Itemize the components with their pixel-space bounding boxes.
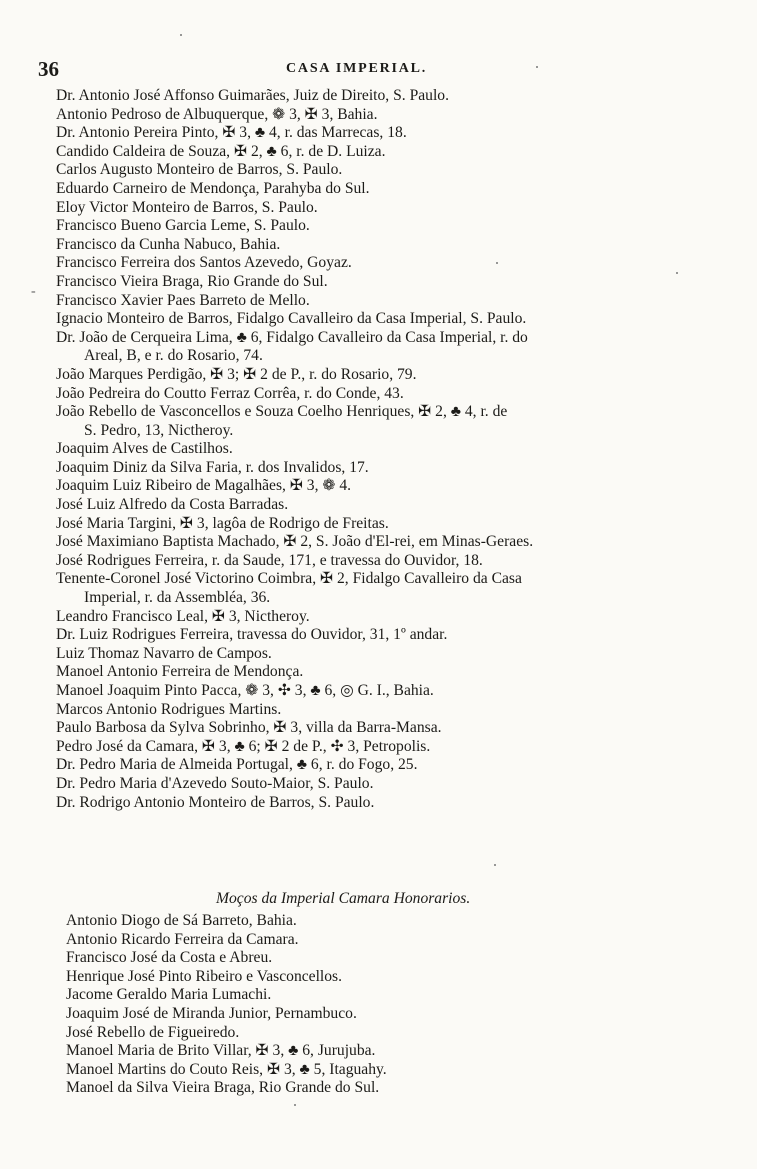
list-item: Dr. Pedro Maria d'Azevedo Souto-Maior, S. Paulo. — [56, 774, 374, 792]
page-number: 36 — [38, 57, 59, 81]
list-item: Antonio Ricardo Ferreira da Camara. — [66, 930, 299, 948]
list-item: José Maximiano Baptista Machado, ✠ 2, S. João d'El-rei, em Minas-Geraes. — [56, 533, 534, 551]
list-item: Antonio Pedroso de Albuquerque, ❁ 3, ✠ 3, Bahia. — [56, 105, 378, 123]
list-item: S. Pedro, 13, Nictheroy. — [84, 421, 234, 439]
margin-mark: - — [31, 284, 36, 299]
list-item: Paulo Barbosa da Sylva Sobrinho, ✠ 3, villa da Barra-Mansa. — [56, 719, 442, 737]
list-item: Manoel Antonio Ferreira de Mendonça. — [56, 663, 304, 681]
list-item: Dr. Antonio Pereira Pinto, ✠ 3, ♣ 4, r. das Marrecas, 18. — [56, 124, 407, 142]
list-item: Candido Caldeira de Souza, ✠ 2, ♣ 6, r. de D. Luiza. — [56, 142, 386, 160]
list-item: Manoel da Silva Vieira Braga, Rio Grande do Sul. — [66, 1079, 380, 1097]
list-item: Tenente-Coronel José Victorino Coimbra, ✠ 2, Fidalgo Cavalleiro da Casa — [56, 570, 522, 588]
paper-speck — [180, 34, 182, 36]
list-item: José Rodrigues Ferreira, r. da Saude, 171, e travessa do Ouvidor, 18. — [56, 551, 483, 569]
paper-speck — [494, 864, 496, 866]
list-item: Joaquim Alves de Castilhos. — [56, 440, 233, 458]
list-item: Dr. Antonio José Affonso Guimarães, Juiz de Direito, S. Paulo. — [56, 87, 449, 104]
honorary-list — [66, 912, 686, 1098]
page-header — [38, 56, 698, 82]
paper-speck — [496, 262, 498, 264]
paper-speck — [536, 66, 538, 68]
list-item: Pedro José da Camara, ✠ 3, ♣ 6; ✠ 2 de P., ✣ 3, Petropolis. — [56, 737, 431, 755]
list-item: Eloy Victor Monteiro de Barros, S. Paulo. — [56, 198, 318, 216]
list-item: João Rebello de Vasconcellos e Souza Coelho Henriques, ✠ 2, ♣ 4, r. de — [56, 403, 508, 421]
list-item: Francisco Bueno Garcia Leme, S. Paulo. — [56, 217, 310, 235]
list-item: Luiz Thomaz Navarro de Campos. — [56, 644, 272, 662]
list-item: Joaquim Luiz Ribeiro de Magalhães, ✠ 3, ❁ 4. — [56, 477, 352, 495]
list-item: Leandro Francisco Leal, ✠ 3, Nictheroy. — [56, 607, 310, 625]
list-item: Manoel Maria de Brito Villar, ✠ 3, ♣ 6, Jurujuba. — [66, 1042, 376, 1060]
list-item: Francisco da Cunha Nabuco, Bahia. — [56, 235, 281, 253]
honorary-section — [66, 886, 686, 1098]
list-item: Antonio Diogo de Sá Barreto, Bahia. — [66, 912, 297, 929]
list-item: José Rebello de Figueiredo. — [66, 1023, 240, 1041]
paper-speck — [294, 1104, 296, 1106]
list-item: João Marques Perdigão, ✠ 3; ✠ 2 de P., r. do Rosario, 79. — [56, 365, 417, 383]
list-item: Manoel Joaquim Pinto Pacca, ❁ 3, ✣ 3, ♣ 6, ◎ G. I., Bahia. — [56, 682, 434, 699]
paper-speck — [676, 272, 678, 274]
list-item: Jacome Geraldo Maria Lumachi. — [66, 986, 272, 1004]
list-item: Dr. Rodrigo Antonio Monteiro de Barros, S. Paulo. — [56, 793, 375, 811]
list-item: Areal, B, e r. do Rosario, 74. — [84, 347, 263, 365]
list-item: João Pedreira do Coutto Ferraz Corrêa, r. do Conde, 43. — [56, 384, 404, 402]
list-item: Dr. Luiz Rodrigues Ferreira, travessa do Ouvidor, 31, 1º andar. — [56, 626, 448, 644]
list-item: Dr. Pedro Maria de Almeida Portugal, ♣ 6, r. do Fogo, 25. — [56, 756, 418, 774]
list-item: Francisco Vieira Braga, Rio Grande do Sul. — [56, 272, 328, 290]
list-item: Joaquim Diniz da Silva Faria, r. dos Invalidos, 17. — [56, 458, 369, 476]
list-item: Francisco Xavier Paes Barreto de Mello. — [56, 291, 310, 309]
list-item: Marcos Antonio Rodrigues Martins. — [56, 700, 282, 718]
list-item: Ignacio Monteiro de Barros, Fidalgo Cavalleiro da Casa Imperial, S. Paulo. — [56, 310, 527, 328]
list-item: Eduardo Carneiro de Mendonça, Parahyba do Sul. — [56, 179, 370, 197]
list-item: Imperial, r. da Assembléa, 36. — [84, 589, 271, 607]
list-item: Francisco José da Costa e Abreu. — [66, 949, 273, 967]
list-item: Joaquim José de Miranda Junior, Pernambuco. — [66, 1004, 357, 1022]
list-item: José Luiz Alfredo da Costa Barradas. — [56, 496, 289, 514]
list-item: José Maria Targini, ✠ 3, lagôa de Rodrigo de Freitas. — [56, 514, 389, 532]
member-list — [56, 87, 696, 812]
section-title: Moços da Imperial Camara Honorarios. — [216, 890, 471, 907]
list-item: Francisco Ferreira dos Santos Azevedo, Goyaz. — [56, 254, 352, 272]
list-item: Henrique José Pinto Ribeiro e Vasconcellos. — [66, 967, 343, 985]
list-item: Manoel Martins do Couto Reis, ✠ 3, ♣ 5, Itaguahy. — [66, 1060, 387, 1078]
running-title: CASA IMPERIAL. — [286, 61, 428, 76]
list-item: Carlos Augusto Monteiro de Barros, S. Paulo. — [56, 161, 343, 179]
list-item: Dr. João de Cerqueira Lima, ♣ 6, Fidalgo Cavalleiro da Casa Imperial, r. do — [56, 328, 528, 346]
